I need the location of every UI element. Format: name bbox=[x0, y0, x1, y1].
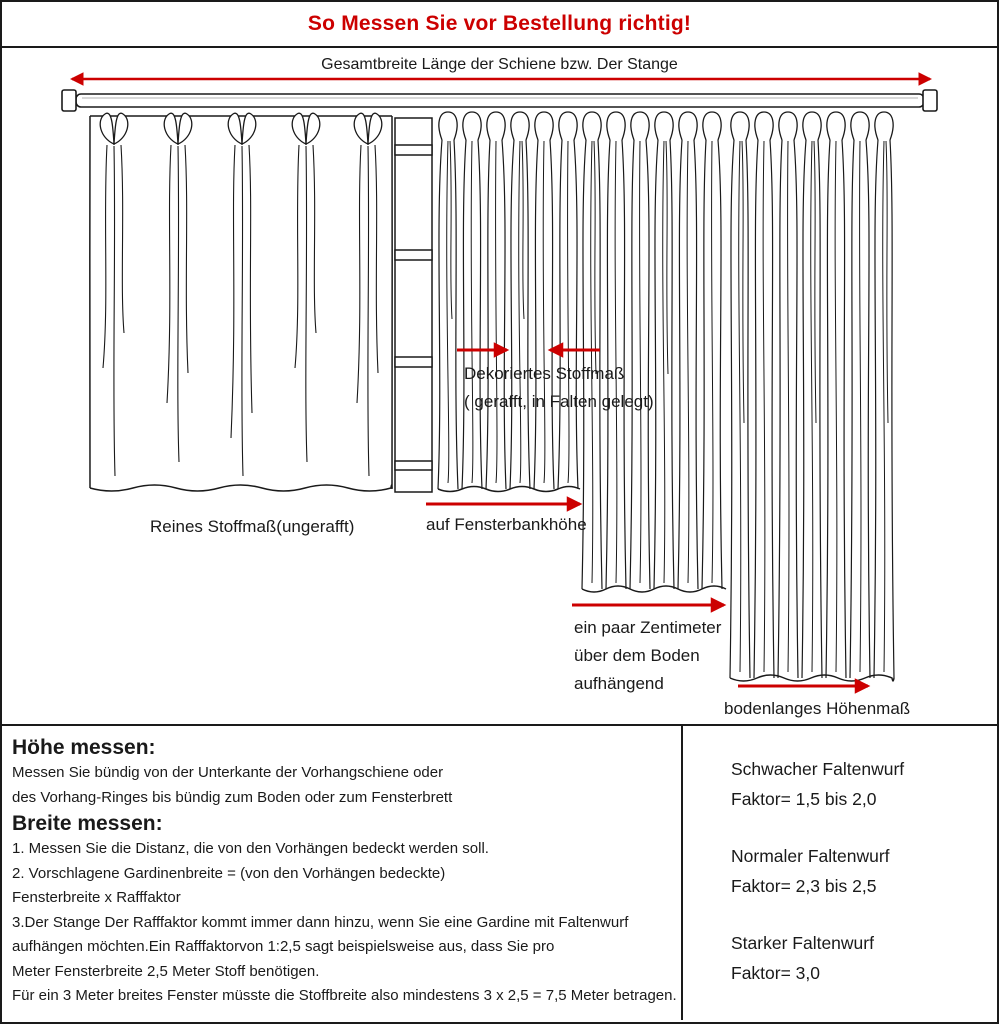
curtain-fold-line bbox=[568, 141, 569, 483]
window-frame bbox=[395, 118, 432, 492]
window-crossbar bbox=[395, 250, 432, 260]
fold-loop bbox=[779, 112, 797, 140]
pinch-pleat bbox=[292, 113, 306, 144]
height-heading: Höhe messen: bbox=[12, 736, 156, 759]
factor-item bbox=[731, 928, 997, 988]
curtain-fold-line bbox=[794, 140, 798, 678]
curtain-fold-line bbox=[313, 145, 316, 333]
factors-panel bbox=[681, 726, 997, 1020]
curtain-fold-line bbox=[712, 141, 713, 583]
flat-curtain-right-edge bbox=[392, 116, 393, 489]
factor-item bbox=[731, 754, 997, 814]
curtain-fold-line bbox=[670, 140, 674, 589]
curtain-fold-line bbox=[242, 146, 243, 476]
total-width-label: Gesamtbreite Länge der Schiene bzw. Der Stange bbox=[321, 56, 678, 73]
pinch-pleat bbox=[368, 113, 382, 144]
curtain-fold-line bbox=[746, 140, 750, 678]
curtain-fold-line bbox=[739, 141, 741, 672]
curtain-fold-line bbox=[357, 145, 361, 403]
instruction-line: Für ein 3 Meter breites Fenster müsste die Stoffbreite also mindestens 3 x 2,5 = 7,5 Meter betragen. bbox=[12, 987, 677, 1004]
curtain-fold-line bbox=[375, 145, 378, 373]
curtain-fold-line bbox=[454, 140, 458, 489]
curtain-fold-line bbox=[486, 140, 490, 489]
pinch-pleat bbox=[100, 113, 114, 144]
curtain-fold-line bbox=[543, 141, 545, 483]
factor-value: Faktor= 3,0 bbox=[731, 963, 821, 983]
curtain-fold-line bbox=[510, 140, 514, 489]
fold-loop bbox=[463, 112, 481, 140]
curtain-fold-line bbox=[842, 140, 846, 678]
diagram-area bbox=[2, 48, 997, 724]
page-title: So Messen Sie vor Bestellung richtig! bbox=[307, 12, 692, 35]
curtain-fold-line bbox=[818, 140, 822, 678]
curtain-fold-line bbox=[718, 140, 722, 589]
pinch-pleat bbox=[242, 113, 256, 144]
curtain-fold-line bbox=[502, 140, 506, 489]
fold-loop bbox=[851, 112, 869, 140]
curtain-fold-line bbox=[886, 141, 888, 423]
curtain-fold-line bbox=[249, 145, 252, 413]
pinch-pleat bbox=[114, 113, 128, 144]
floor-length-label: bodenlanges Höhenmaß bbox=[724, 699, 911, 718]
pinch-pleat bbox=[164, 113, 178, 144]
curtain-fold-line bbox=[811, 141, 813, 672]
fold-loop bbox=[487, 112, 505, 140]
pinch-pleat bbox=[228, 113, 242, 144]
instruction-line: Messen Sie bündig von der Unterkante der Vorhangschiene oder bbox=[12, 764, 444, 781]
rod-end-cap-left bbox=[62, 90, 76, 111]
curtain-fold-line bbox=[654, 140, 658, 589]
curtain-fold-line bbox=[687, 141, 689, 583]
flat-fabric-label: Reines Stoffmaß(ungerafft) bbox=[150, 517, 355, 536]
curtain-fold-line bbox=[788, 141, 789, 672]
fold-loop bbox=[755, 112, 773, 140]
factor-item bbox=[731, 841, 997, 901]
curtain-fold-line bbox=[185, 145, 188, 373]
fold-loop bbox=[559, 112, 577, 140]
curtain-fold-line bbox=[666, 141, 668, 374]
curtain-fold-line bbox=[860, 141, 861, 672]
curtain-fold-line bbox=[763, 141, 765, 672]
curtain-fold-line bbox=[462, 140, 466, 489]
curtain-fold-line bbox=[754, 140, 758, 678]
curtain-fold-line bbox=[826, 140, 830, 678]
curtain-fold-line bbox=[167, 145, 171, 403]
curtain-fold-line bbox=[742, 141, 744, 423]
curtain-fold-line bbox=[295, 145, 299, 368]
fold-loop bbox=[631, 112, 649, 140]
curtain-fold-line bbox=[835, 141, 837, 672]
curtain-fold-line bbox=[471, 141, 473, 483]
curtain-fold-line bbox=[802, 140, 806, 678]
instruction-line: Meter Fensterbreite 2,5 Meter Stoff benötigen. bbox=[12, 962, 320, 980]
instructions-panel bbox=[2, 726, 681, 1020]
curtain-fold-line bbox=[770, 140, 774, 678]
fold-loop bbox=[803, 112, 821, 140]
curtain-fold-line bbox=[526, 140, 530, 489]
curtain-fold-line bbox=[447, 141, 449, 483]
fold-loop bbox=[439, 112, 457, 140]
curtain-fold-line bbox=[874, 140, 878, 678]
fold-loop bbox=[583, 112, 601, 140]
curtain-fold-line bbox=[550, 140, 554, 489]
fold-loop bbox=[511, 112, 529, 140]
factor-name: Schwacher Faltenwurf bbox=[731, 759, 905, 779]
curtain-fold-line bbox=[306, 146, 307, 462]
window-crossbar bbox=[395, 145, 432, 155]
curtain-fold-line bbox=[702, 140, 706, 589]
curtain-fold-line bbox=[778, 140, 782, 678]
pinch-pleat bbox=[306, 113, 320, 144]
curtain-fold-line bbox=[866, 140, 870, 678]
fold-loop bbox=[655, 112, 673, 140]
sill-height-hem bbox=[438, 487, 580, 492]
window-crossbar bbox=[395, 461, 432, 470]
curtain-fold-line bbox=[663, 141, 665, 583]
curtain-fold-line bbox=[121, 145, 124, 333]
gathered-width-label bbox=[464, 360, 654, 416]
curtain-fold-line bbox=[450, 141, 452, 319]
curtain-fold-line bbox=[478, 140, 482, 489]
bottom-panel bbox=[2, 724, 997, 1020]
curtain-fold-line bbox=[574, 140, 578, 489]
instruction-line: 3.Der Stange Der Rafffaktor kommt immer dann hinzu, wenn Sie eine Gardine mit Faltenwurf bbox=[12, 913, 629, 931]
factor-value: Faktor= 2,3 bis 2,5 bbox=[731, 876, 877, 896]
fold-loop bbox=[703, 112, 721, 140]
rod-end-cap-right bbox=[923, 90, 937, 111]
fold-loop bbox=[535, 112, 553, 140]
gathered-width-label-line1: Dekoriertes Stoffmaß bbox=[464, 364, 625, 383]
curtain-fold-line bbox=[678, 140, 682, 589]
curtain-fold-line bbox=[438, 140, 442, 489]
factor-value: Faktor= 1,5 bis 2,0 bbox=[731, 789, 877, 809]
fold-loop bbox=[607, 112, 625, 140]
curtain-fold-line bbox=[558, 140, 562, 489]
curtain-fold-line bbox=[883, 141, 885, 672]
curtain-fold-line bbox=[694, 140, 698, 589]
pinch-pleat bbox=[178, 113, 192, 144]
curtain-fold-line bbox=[522, 141, 524, 319]
sill-height-label: auf Fensterbankhöhe bbox=[426, 515, 587, 534]
curtain-fold-line bbox=[814, 141, 816, 423]
fold-loop bbox=[827, 112, 845, 140]
width-heading: Breite messen: bbox=[12, 812, 163, 835]
fold-loop bbox=[731, 112, 749, 140]
above-floor-label-line2: über dem Boden bbox=[574, 646, 700, 665]
instruction-line: 1. Messen Sie die Distanz, die von den Vorhängen bedeckt werden soll. bbox=[12, 840, 489, 857]
above-floor-label-line1: ein paar Zentimeter bbox=[574, 618, 722, 637]
curtain-rod bbox=[62, 90, 937, 111]
flat-curtain-outline bbox=[90, 116, 393, 489]
curtain-fold-line bbox=[114, 146, 115, 476]
curtain-fold-line bbox=[496, 141, 497, 483]
rod-bar bbox=[76, 94, 924, 107]
curtain-fold-line bbox=[534, 140, 538, 489]
instruction-line: aufhängen möchten.Ein Rafffaktorvon 1:2,5 sagt beispielsweise aus, dass Sie pro bbox=[12, 938, 555, 955]
gathered-width-label-line2: ( gerafft, in Falten gelegt) bbox=[464, 392, 654, 411]
curtain-fold-line bbox=[103, 145, 107, 368]
curtain-fold-line bbox=[730, 140, 734, 678]
instruction-line: Fensterbreite x Rafffaktor bbox=[12, 889, 181, 906]
curtain-fold-line bbox=[519, 141, 521, 483]
factor-name: Starker Faltenwurf bbox=[731, 933, 874, 953]
flat-curtain-hem bbox=[90, 485, 392, 491]
above-floor-label-line3: aufhängend bbox=[574, 674, 664, 693]
curtain-fold-line bbox=[890, 140, 894, 678]
window-frame-body bbox=[395, 118, 432, 492]
fold-loop bbox=[679, 112, 697, 140]
above-floor-label bbox=[574, 614, 721, 698]
instruction-line: 2. Vorschlagene Gardinenbreite = (von den Vorhängen bedeckte) bbox=[12, 864, 446, 882]
window-crossbar bbox=[395, 357, 432, 367]
factor-name: Normaler Faltenwurf bbox=[731, 846, 890, 866]
curtain-fold-line bbox=[368, 146, 369, 476]
title-bar bbox=[2, 2, 997, 48]
instruction-line: des Vorhang-Ringes bis bündig zum Boden oder zum Fensterbrett bbox=[12, 788, 453, 806]
curtain-fold-line bbox=[850, 140, 854, 678]
curtain-fold-line bbox=[178, 146, 179, 462]
fold-loop bbox=[875, 112, 893, 140]
curtain-fold-line bbox=[594, 141, 596, 374]
flat-curtain-left-edge bbox=[90, 116, 91, 488]
curtain-fold-line bbox=[231, 145, 235, 438]
pinch-pleat bbox=[354, 113, 368, 144]
